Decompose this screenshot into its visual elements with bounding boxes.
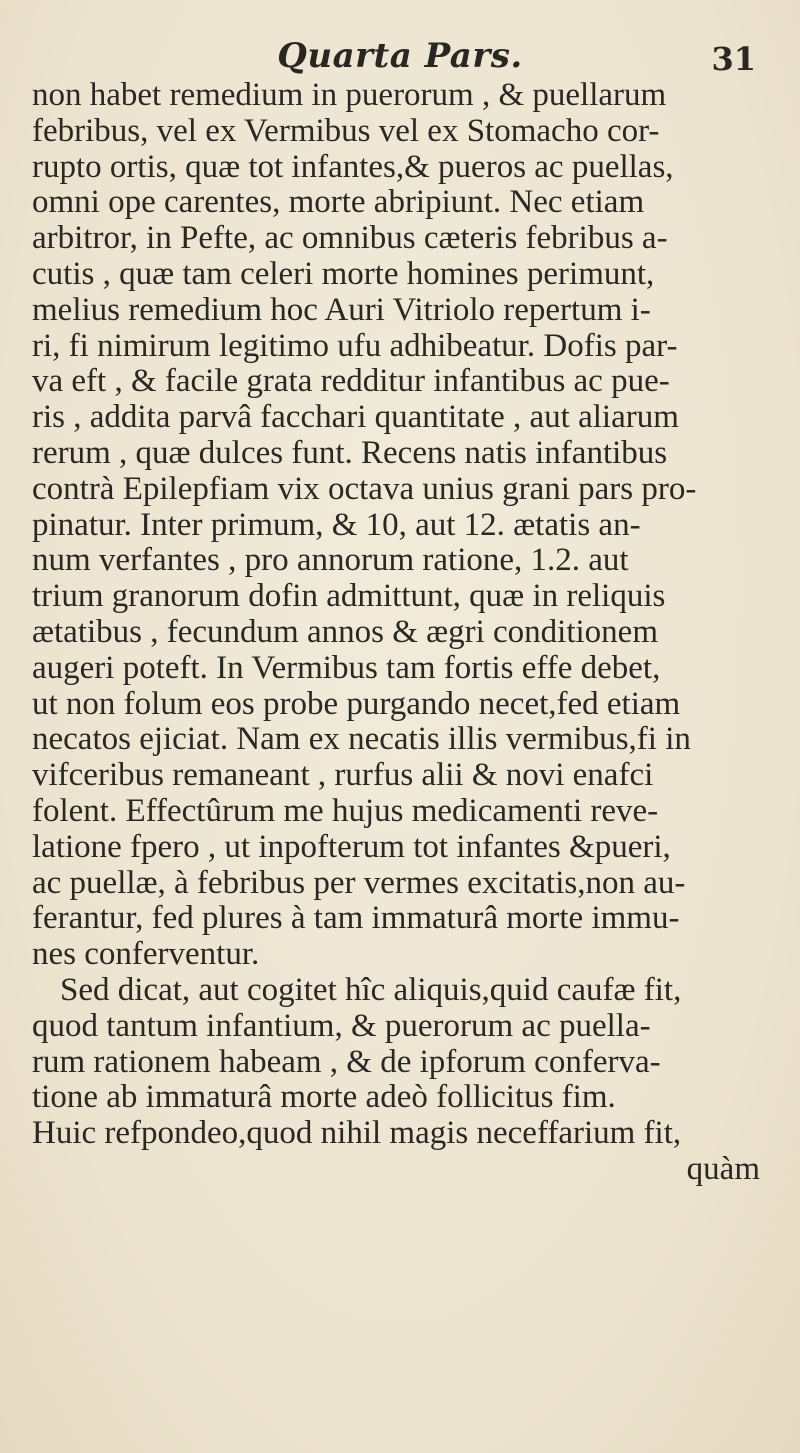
text-line: quod tantum infantium, & puerorum ac puella- — [32, 1007, 651, 1044]
text-line: ris , addita parvâ facchari quantitate , aut aliarum — [32, 399, 679, 436]
text-line: pinatur. Inter primum, & 10, aut 12. ætatis an- — [32, 506, 641, 543]
body-text — [32, 78, 800, 1188]
text-line: augeri poteft. In Vermibus tam fortis effe debet, — [32, 649, 661, 686]
paragraph-start-line: Sed dicat, aut cogitet hîc aliquis,quid caufæ fit, — [60, 971, 682, 1008]
text-line: folent. Effectûrum me hujus medicamenti reve- — [32, 792, 659, 829]
page-number: 31 — [711, 40, 756, 78]
text-line: rupto ortis, quæ tot infantes,& pueros ac puellas, — [32, 148, 674, 185]
text-line: nes conferventur. — [32, 936, 260, 973]
text-line: cutis , quæ tam celeri morte homines perimunt, — [32, 255, 655, 292]
text-line: ætatibus , fecundum annos & ægri conditionem — [32, 613, 659, 650]
running-title: Quarta Pars. — [277, 36, 523, 76]
running-head — [0, 36, 800, 80]
text-line: vifceribus remaneant , rurfus alii & novi enafci — [32, 757, 654, 794]
text-line: latione fpero , ut inpofterum tot infantes &pueri, — [32, 828, 671, 865]
text-line: rum rationem habeam , & de ipforum conferva- — [32, 1043, 661, 1080]
text-line: febribus, vel ex Vermibus vel ex Stomacho cor- — [32, 112, 660, 149]
text-line: ac puellæ, à febribus per vermes excitatis,non au- — [32, 864, 686, 901]
text-line: num verfantes , pro annorum ratione, 1.2. aut — [32, 542, 629, 579]
text-line: omni ope carentes, morte abripiunt. Nec etiam — [32, 184, 645, 221]
text-line: va eft , & facile grata redditur infantibus ac pue- — [32, 363, 670, 400]
text-line: trium granorum dofin admittunt, quæ in reliquis — [32, 578, 666, 615]
text-line: rerum , quæ dulces funt. Recens natis infantibus — [32, 434, 668, 471]
text-line: tione ab immaturâ morte adeò follicitus fim. — [32, 1079, 616, 1116]
text-line: ut non folum eos probe purgando necet,fed etiam — [32, 685, 681, 722]
text-line: non habet remedium in puerorum , & puellarum — [32, 77, 667, 113]
text-line: Huic refpondeo,quod nihil magis neceffarium fit, — [32, 1115, 682, 1152]
text-line: necatos ejiciat. Nam ex necatis illis vermibus,fi in — [32, 721, 691, 758]
text-line: contrà Epilepfiam vix octava unius grani pars pro- — [32, 470, 697, 507]
catchword: quàm — [686, 1150, 760, 1187]
text-line: ferantur, fed plures à tam immaturâ morte immu- — [32, 900, 680, 937]
text-line: arbitror, in Pefte, ac omnibus cæteris febribus a- — [32, 220, 668, 257]
text-line: melius remedium hoc Auri Vitriolo repertum i- — [32, 291, 651, 328]
text-line: ri, fi nimirum legitimo ufu adhibeatur. Dofis par- — [32, 327, 678, 364]
